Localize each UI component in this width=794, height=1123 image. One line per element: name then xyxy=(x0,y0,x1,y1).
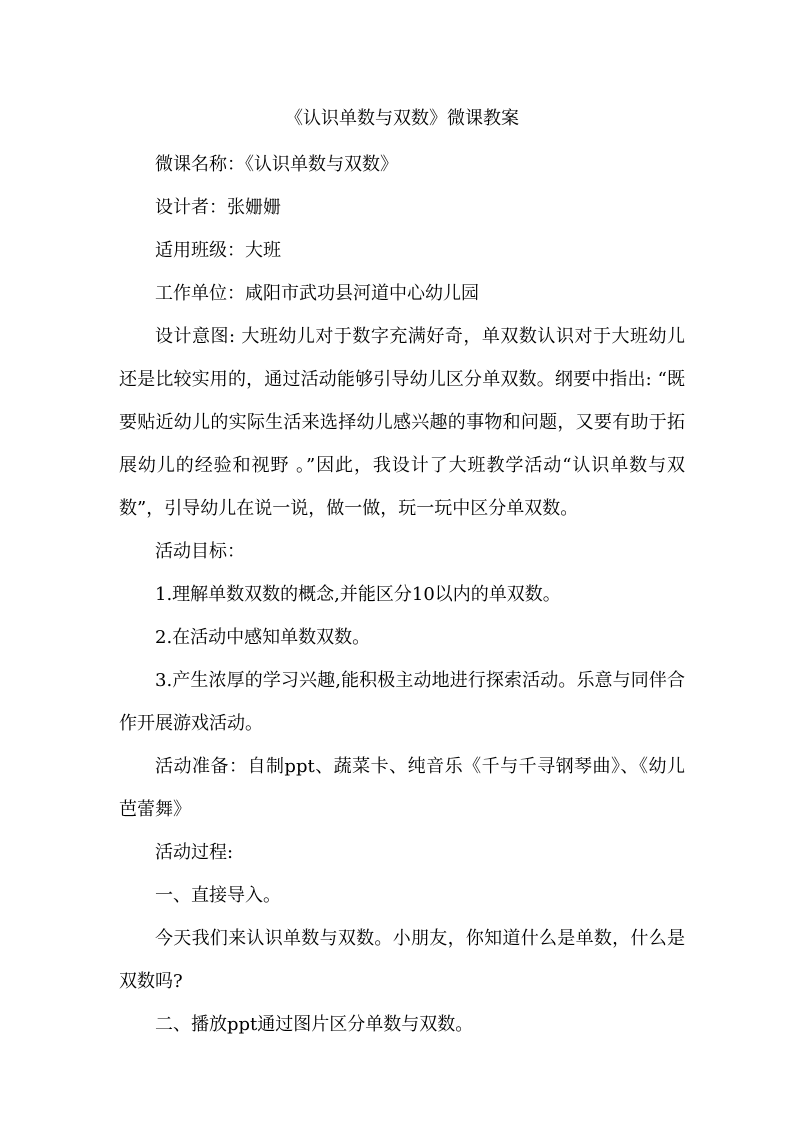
design-intent-paragraph: 设计意图: 大班幼儿对于数字充满好奇，单双数认识对于大班幼儿还是比较实用的，通过活动能够引导幼儿区分单双数。纲要中指出: “既要贴近幼儿的实际生活来选择幼儿感兴趣的事物和问题，又要有助于拓展幼儿的经验和视野 。”因此，我设计了大班教学活动“认识单数与双数”，引导幼儿在说一说，做一做，玩一玩中区分单双数。 xyxy=(119,326,685,519)
step-1-heading: 一、直接导入。 xyxy=(155,885,281,906)
step-2-heading: 二、播放ppt通过图片区分单数与双数。 xyxy=(155,1014,474,1035)
activity-process-heading: 活动过程: xyxy=(155,842,234,863)
activity-goals-heading: 活动目标： xyxy=(155,541,245,562)
course-name-line: 微课名称：《认识单数与双数》 xyxy=(155,154,398,175)
work-unit-line: 工作单位：咸阳市武功县河道中心幼儿园 xyxy=(155,283,479,304)
applicable-class-line: 适用班级：大班 xyxy=(155,240,281,261)
designer-line: 设计者：张姗姗 xyxy=(155,197,281,218)
activity-preparation-paragraph: 活动准备：自制ppt、蔬菜卡、纯音乐《千与千寻钢琴曲》、《幼儿芭蕾舞》 xyxy=(119,756,685,820)
goal-item-1: 1.理解单数双数的概念,并能区分10以内的单双数。 xyxy=(155,584,561,605)
goal-item-2: 2.在活动中感知单数双数。 xyxy=(155,627,371,648)
document-body xyxy=(119,100,685,1046)
document-title: 《认识单数与双数》微课教案 xyxy=(285,108,519,129)
step-1-paragraph: 今天我们来认识单数与双数。小朋友，你知道什么是单数，什么是双数吗? xyxy=(119,928,685,992)
goal-item-3: 3.产生浓厚的学习兴趣,能积极主动地进行探索活动。乐意与同伴合作开展游戏活动。 xyxy=(119,670,685,734)
